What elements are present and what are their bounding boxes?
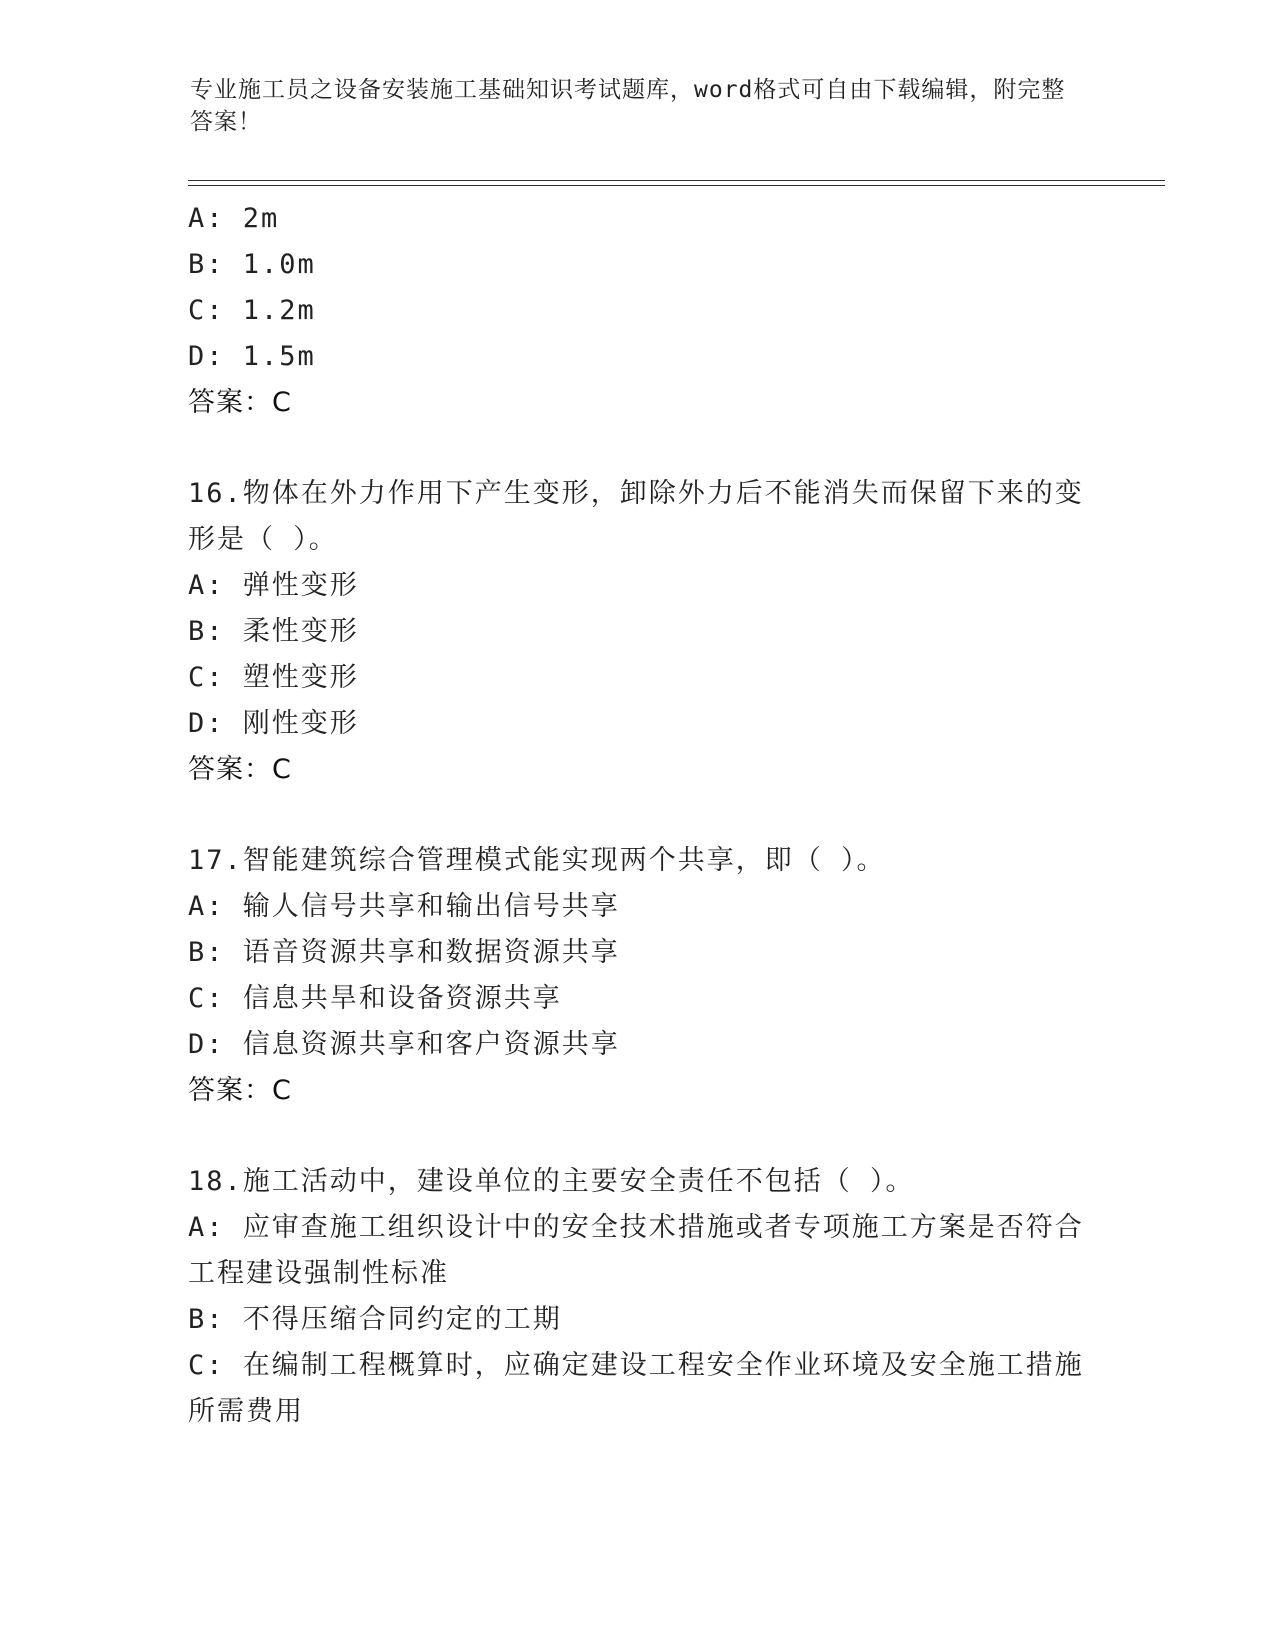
- spacer: [188, 426, 1088, 471]
- question-15-block: [188, 196, 1088, 426]
- q16-option-d: D: 刚性变形: [188, 708, 359, 739]
- q17-question-text: 17.智能建筑综合管理模式能实现两个共享，即（ ）。: [188, 845, 886, 876]
- question-list: [188, 196, 1088, 1435]
- question-16-block: [188, 471, 1088, 793]
- q18-option-c: C: 在编制工程概算时，应确定建设工程安全作业环境及安全施工措施所需费用: [188, 1350, 1084, 1427]
- spacer: [188, 793, 1088, 838]
- q15-option-b: B: 1.0m: [188, 249, 316, 280]
- q16-question-text: 16.物体在外力作用下产生变形，卸除外力后不能消失而保留下来的变形是（ ）。: [188, 478, 1084, 555]
- q18-option-b: B: 不得压缩合同约定的工期: [188, 1304, 562, 1335]
- q18-option-a: A: 应审查施工组织设计中的安全技术措施或者专项施工方案是否符合工程建设强制性标准: [188, 1212, 1084, 1289]
- q18-question-text: 18.施工活动中，建设单位的主要安全责任不包括（ ）。: [188, 1166, 915, 1197]
- spacer: [188, 1114, 1088, 1159]
- q15-option-a: A: 2m: [188, 203, 280, 234]
- q15-answer: 答案：C: [188, 387, 292, 418]
- q17-option-a: A: 输人信号共享和输出信号共享: [188, 891, 620, 922]
- q16-option-c: C: 塑性变形: [188, 662, 359, 693]
- question-18-block: [188, 1159, 1088, 1435]
- header-divider-top: [188, 180, 1165, 181]
- q17-answer: 答案：C: [188, 1075, 292, 1106]
- q16-answer: 答案：C: [188, 754, 292, 785]
- question-17-block: [188, 838, 1088, 1114]
- document-header: 专业施工员之设备安装施工基础知识考试题库，word格式可自由下载编辑，附完整答案！: [190, 77, 1066, 135]
- header-divider-bottom: [188, 185, 1165, 186]
- q17-option-d: D: 信息资源共享和客户资源共享: [188, 1029, 620, 1060]
- q16-option-a: A: 弹性变形: [188, 570, 359, 601]
- q15-option-c: C: 1.2m: [188, 295, 316, 326]
- q16-option-b: B: 柔性变形: [188, 616, 359, 647]
- q17-option-b: B: 语音资源共享和数据资源共享: [188, 937, 620, 968]
- q17-option-c: C: 信息共旱和设备资源共享: [188, 983, 562, 1014]
- q15-option-d: D: 1.5m: [188, 341, 316, 372]
